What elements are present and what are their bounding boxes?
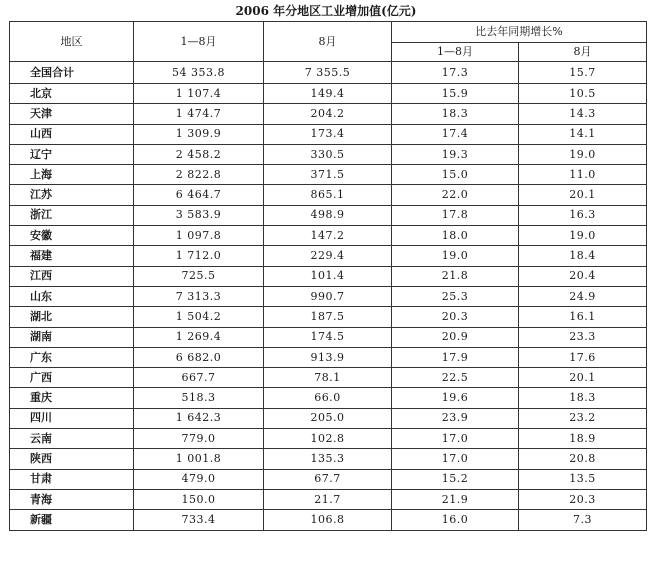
growth-aug-cell: 20.8 — [519, 449, 647, 469]
aug-value-cell: 135.3 — [264, 449, 392, 469]
growth-jan-aug-cell: 19.6 — [392, 388, 519, 408]
growth-jan-aug-cell: 15.2 — [392, 469, 519, 489]
aug-value-cell: 67.7 — [264, 469, 392, 489]
growth-jan-aug-cell: 15.0 — [392, 165, 519, 185]
jan-aug-value-cell: 2 822.8 — [134, 165, 264, 185]
table-row — [10, 246, 647, 266]
jan-aug-value-cell: 1 712.0 — [134, 246, 264, 266]
aug-value-cell: 174.5 — [264, 327, 392, 347]
jan-aug-value-cell: 2 458.2 — [134, 144, 264, 164]
growth-aug-cell: 14.3 — [519, 104, 647, 124]
growth-aug-cell: 20.1 — [519, 368, 647, 388]
jan-aug-value-cell: 667.7 — [134, 368, 264, 388]
growth-aug-cell: 20.1 — [519, 185, 647, 205]
growth-jan-aug-cell: 19.0 — [392, 246, 519, 266]
aug-value-cell: 101.4 — [264, 266, 392, 286]
header-growth-group: 比去年同期增长% — [392, 22, 647, 43]
aug-value-cell: 102.8 — [264, 429, 392, 449]
growth-jan-aug-cell: 17.0 — [392, 429, 519, 449]
industrial-value-table — [9, 21, 647, 531]
table-row — [10, 347, 647, 367]
table-row — [10, 286, 647, 306]
table-row — [10, 327, 647, 347]
growth-jan-aug-cell: 25.3 — [392, 286, 519, 306]
region-cell: 云南 — [10, 429, 134, 449]
growth-aug-cell: 17.6 — [519, 347, 647, 367]
jan-aug-value-cell: 1 474.7 — [134, 104, 264, 124]
growth-aug-cell: 23.3 — [519, 327, 647, 347]
jan-aug-value-cell: 3 583.9 — [134, 205, 264, 225]
aug-value-cell: 147.2 — [264, 226, 392, 246]
region-cell: 山西 — [10, 124, 134, 144]
growth-jan-aug-cell: 17.8 — [392, 205, 519, 225]
aug-value-cell: 21.7 — [264, 489, 392, 509]
header-region: 地区 — [10, 22, 134, 62]
growth-aug-cell: 20.3 — [519, 489, 647, 509]
growth-jan-aug-cell: 22.5 — [392, 368, 519, 388]
table-row — [10, 84, 647, 104]
growth-jan-aug-cell: 18.3 — [392, 104, 519, 124]
growth-aug-cell: 24.9 — [519, 286, 647, 306]
table-row — [10, 266, 647, 286]
growth-aug-cell: 11.0 — [519, 165, 647, 185]
region-cell: 福建 — [10, 246, 134, 266]
growth-aug-cell: 18.3 — [519, 388, 647, 408]
table-row — [10, 144, 647, 164]
growth-aug-cell: 18.4 — [519, 246, 647, 266]
region-cell: 青海 — [10, 489, 134, 509]
growth-jan-aug-cell: 17.4 — [392, 124, 519, 144]
header-growth-aug: 8月 — [519, 43, 647, 62]
growth-jan-aug-cell: 21.9 — [392, 489, 519, 509]
table-row — [10, 165, 647, 185]
table-row — [10, 368, 647, 388]
growth-jan-aug-cell: 17.0 — [392, 449, 519, 469]
region-cell: 浙江 — [10, 205, 134, 225]
region-cell: 广西 — [10, 368, 134, 388]
jan-aug-value-cell: 1 107.4 — [134, 84, 264, 104]
jan-aug-value-cell: 518.3 — [134, 388, 264, 408]
table-row — [10, 489, 647, 509]
growth-aug-cell: 10.5 — [519, 84, 647, 104]
aug-value-cell: 990.7 — [264, 286, 392, 306]
table-row — [10, 388, 647, 408]
header-growth-jan-aug: 1—8月 — [392, 43, 519, 62]
aug-value-cell: 865.1 — [264, 185, 392, 205]
jan-aug-value-cell: 6 682.0 — [134, 347, 264, 367]
jan-aug-value-cell: 1 001.8 — [134, 449, 264, 469]
aug-value-cell: 187.5 — [264, 307, 392, 327]
growth-aug-cell: 15.7 — [519, 62, 647, 84]
table-row — [10, 205, 647, 225]
jan-aug-value-cell: 1 642.3 — [134, 408, 264, 428]
table-row — [10, 449, 647, 469]
region-cell: 全国合计 — [10, 62, 134, 84]
jan-aug-value-cell: 1 097.8 — [134, 226, 264, 246]
table-row — [10, 429, 647, 449]
table-row — [10, 185, 647, 205]
region-cell: 江苏 — [10, 185, 134, 205]
growth-jan-aug-cell: 20.3 — [392, 307, 519, 327]
jan-aug-value-cell: 479.0 — [134, 469, 264, 489]
table-row — [10, 226, 647, 246]
growth-jan-aug-cell: 15.9 — [392, 84, 519, 104]
region-cell: 安徽 — [10, 226, 134, 246]
table-row — [10, 408, 647, 428]
table-header — [10, 22, 647, 62]
table-row — [10, 469, 647, 489]
header-jan-aug: 1—8月 — [134, 22, 264, 62]
region-cell: 辽宁 — [10, 144, 134, 164]
region-cell: 新疆 — [10, 510, 134, 530]
growth-jan-aug-cell: 17.3 — [392, 62, 519, 84]
aug-value-cell: 498.9 — [264, 205, 392, 225]
table-row — [10, 104, 647, 124]
region-cell: 重庆 — [10, 388, 134, 408]
region-cell: 江西 — [10, 266, 134, 286]
growth-aug-cell: 16.1 — [519, 307, 647, 327]
jan-aug-value-cell: 1 269.4 — [134, 327, 264, 347]
region-cell: 山东 — [10, 286, 134, 306]
growth-jan-aug-cell: 23.9 — [392, 408, 519, 428]
growth-jan-aug-cell: 18.0 — [392, 226, 519, 246]
region-cell: 天津 — [10, 104, 134, 124]
aug-value-cell: 330.5 — [264, 144, 392, 164]
region-cell: 陕西 — [10, 449, 134, 469]
table-row — [10, 124, 647, 144]
aug-value-cell: 149.4 — [264, 84, 392, 104]
growth-aug-cell: 18.9 — [519, 429, 647, 449]
aug-value-cell: 913.9 — [264, 347, 392, 367]
region-cell: 四川 — [10, 408, 134, 428]
table-body — [10, 62, 647, 531]
aug-value-cell: 7 355.5 — [264, 62, 392, 84]
region-cell: 北京 — [10, 84, 134, 104]
aug-value-cell: 106.8 — [264, 510, 392, 530]
growth-jan-aug-cell: 16.0 — [392, 510, 519, 530]
growth-aug-cell: 20.4 — [519, 266, 647, 286]
aug-value-cell: 371.5 — [264, 165, 392, 185]
aug-value-cell: 173.4 — [264, 124, 392, 144]
table-row — [10, 510, 647, 530]
aug-value-cell: 66.0 — [264, 388, 392, 408]
jan-aug-value-cell: 150.0 — [134, 489, 264, 509]
region-cell: 甘肃 — [10, 469, 134, 489]
jan-aug-value-cell: 1 309.9 — [134, 124, 264, 144]
aug-value-cell: 229.4 — [264, 246, 392, 266]
table-row-total — [10, 62, 647, 84]
table-title: 2006 年分地区工业增加值(亿元) — [235, 4, 417, 18]
growth-aug-cell: 19.0 — [519, 226, 647, 246]
growth-jan-aug-cell: 21.8 — [392, 266, 519, 286]
growth-aug-cell: 16.3 — [519, 205, 647, 225]
aug-value-cell: 205.0 — [264, 408, 392, 428]
aug-value-cell: 204.2 — [264, 104, 392, 124]
growth-jan-aug-cell: 17.9 — [392, 347, 519, 367]
growth-aug-cell: 7.3 — [519, 510, 647, 530]
jan-aug-value-cell: 54 353.8 — [134, 62, 264, 84]
growth-jan-aug-cell: 19.3 — [392, 144, 519, 164]
jan-aug-value-cell: 6 464.7 — [134, 185, 264, 205]
aug-value-cell: 78.1 — [264, 368, 392, 388]
table-row — [10, 307, 647, 327]
region-cell: 湖南 — [10, 327, 134, 347]
growth-aug-cell: 14.1 — [519, 124, 647, 144]
header-aug: 8月 — [264, 22, 392, 62]
jan-aug-value-cell: 725.5 — [134, 266, 264, 286]
growth-jan-aug-cell: 20.9 — [392, 327, 519, 347]
jan-aug-value-cell: 1 504.2 — [134, 307, 264, 327]
jan-aug-value-cell: 779.0 — [134, 429, 264, 449]
jan-aug-value-cell: 7 313.3 — [134, 286, 264, 306]
region-cell: 广东 — [10, 347, 134, 367]
jan-aug-value-cell: 733.4 — [134, 510, 264, 530]
region-cell: 上海 — [10, 165, 134, 185]
growth-aug-cell: 23.2 — [519, 408, 647, 428]
growth-aug-cell: 19.0 — [519, 144, 647, 164]
growth-aug-cell: 13.5 — [519, 469, 647, 489]
growth-jan-aug-cell: 22.0 — [392, 185, 519, 205]
region-cell: 湖北 — [10, 307, 134, 327]
